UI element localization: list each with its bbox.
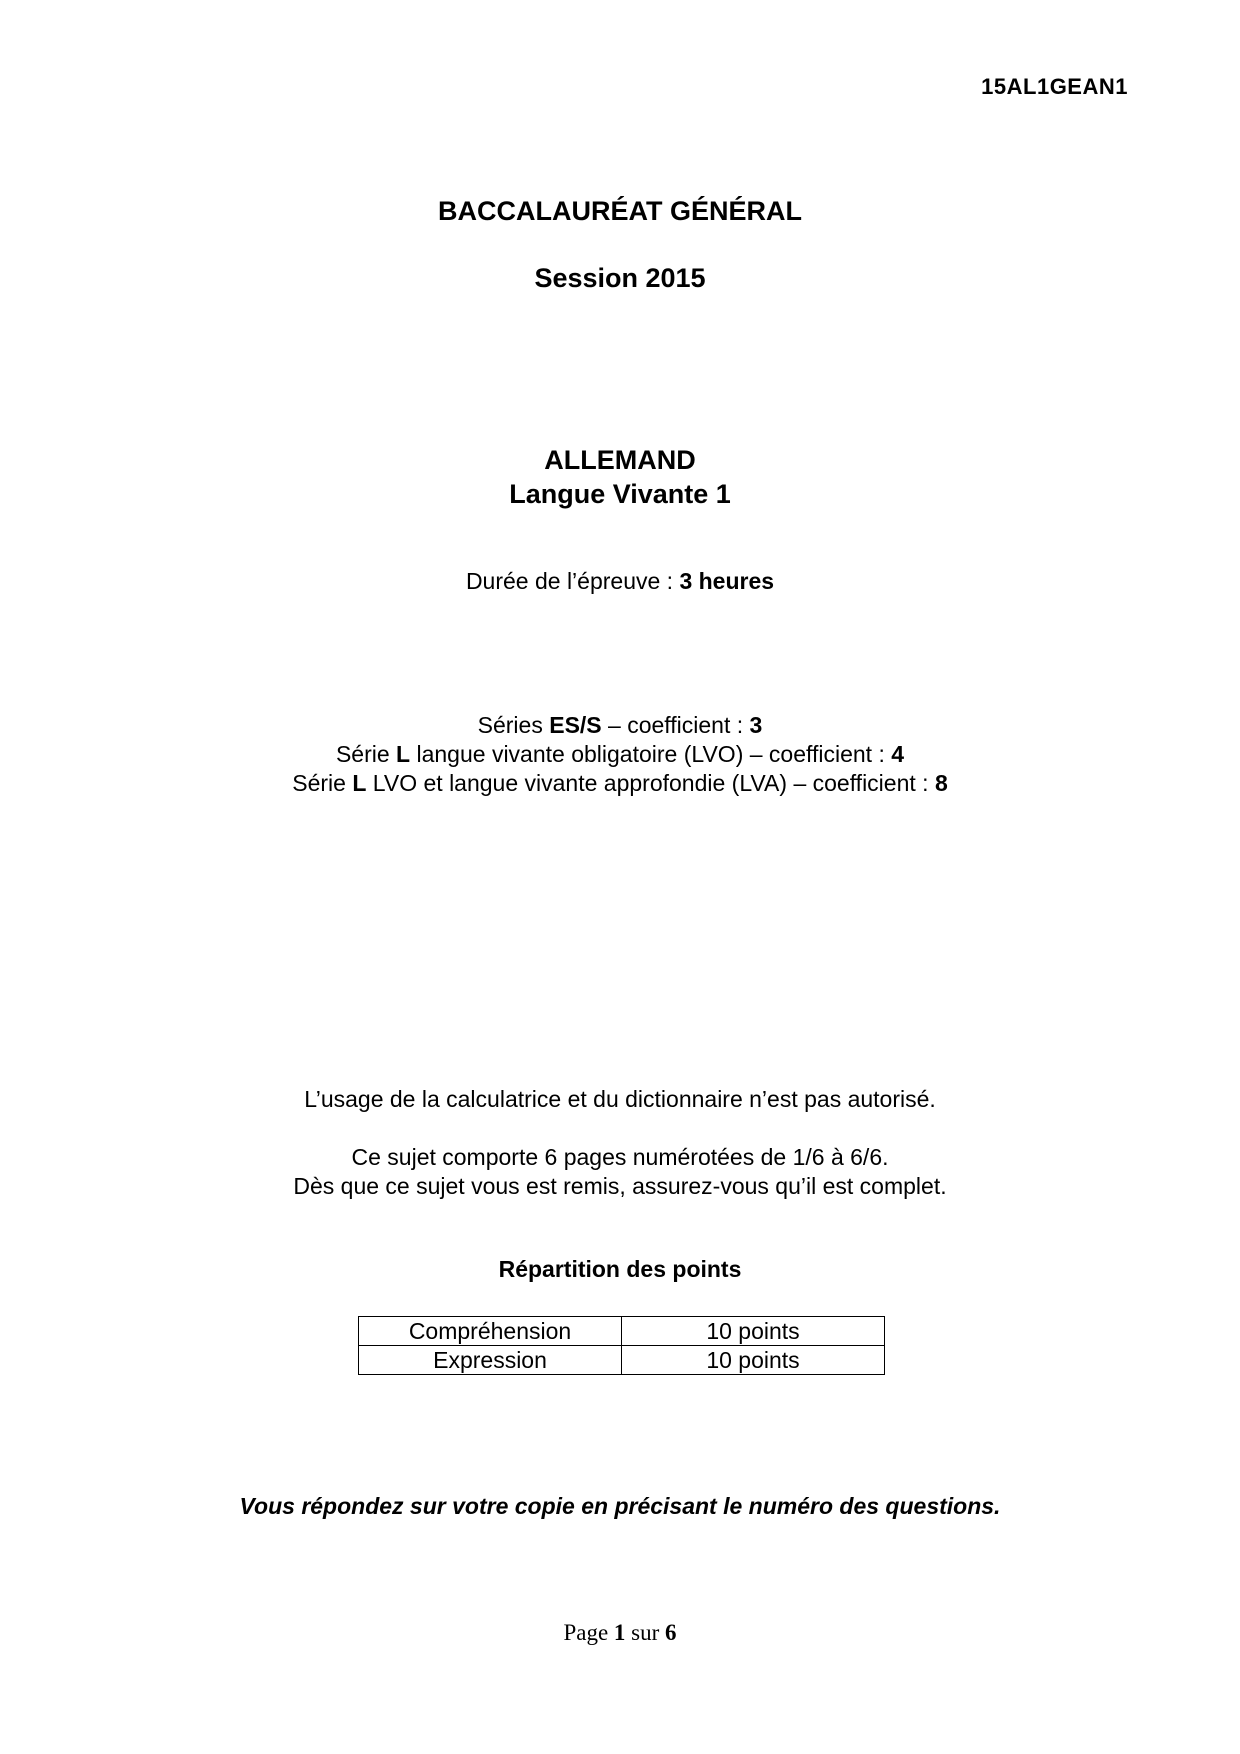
subject-level: Langue Vivante 1: [509, 479, 731, 509]
document-code: 15AL1GEAN1: [981, 74, 1128, 99]
table-row: [359, 1346, 885, 1375]
table-cell-label: Expression: [359, 1346, 622, 1375]
series-text: Séries: [477, 712, 550, 738]
series-coefficient: 8: [934, 770, 948, 796]
subject-title: ALLEMAND: [544, 445, 696, 475]
footer-middle: sur: [625, 1620, 666, 1645]
duration-label: Durée de l’épreuve :: [465, 568, 680, 594]
table-cell-points: 10 points: [622, 1346, 885, 1375]
series-coefficient: 3: [749, 712, 763, 738]
series-line: [0, 740, 1240, 769]
series-text: Série: [335, 741, 397, 767]
pages-note-line: Ce sujet comporte 6 pages numérotées de 1/6 à 6/6.: [351, 1144, 889, 1170]
usage-note: L’usage de la calculatrice et du dictionnaire n’est pas autorisé.: [304, 1086, 936, 1112]
exam-duration: [0, 568, 1240, 595]
footer-current-page: 1: [613, 1620, 626, 1645]
series-name: L: [396, 741, 411, 767]
table-cell-label: Compréhension: [359, 1317, 622, 1346]
series-coefficients: [0, 711, 1240, 798]
duration-value: 3 heures: [679, 568, 775, 594]
exam-title: BACCALAURÉAT GÉNÉRAL: [438, 196, 802, 226]
series-line: [0, 769, 1240, 798]
pages-note: [0, 1143, 1240, 1201]
pages-note-line: Dès que ce sujet vous est remis, assurez-vous qu’il est complet.: [293, 1173, 947, 1199]
series-text: langue vivante obligatoire (LVO) – coefficient :: [410, 741, 892, 767]
series-name: L: [352, 770, 367, 796]
answer-instruction: Vous répondez sur votre copie en précisant le numéro des questions.: [239, 1493, 1001, 1519]
series-name: ES/S: [549, 712, 602, 738]
table-cell-points: 10 points: [622, 1317, 885, 1346]
points-table: [358, 1316, 885, 1375]
footer-total-pages: 6: [665, 1620, 677, 1645]
footer-prefix: Page: [563, 1620, 614, 1645]
series-line: [0, 711, 1240, 740]
page-footer: [0, 1620, 1240, 1646]
session-label: Session 2015: [534, 263, 706, 293]
series-coefficient: 4: [891, 741, 905, 767]
series-text: LVO et langue vivante approfondie (LVA) – coefficient :: [366, 770, 935, 796]
table-row: [359, 1317, 885, 1346]
series-text: – coefficient :: [601, 712, 750, 738]
repartition-title: Répartition des points: [498, 1256, 742, 1282]
series-text: Série: [292, 770, 353, 796]
